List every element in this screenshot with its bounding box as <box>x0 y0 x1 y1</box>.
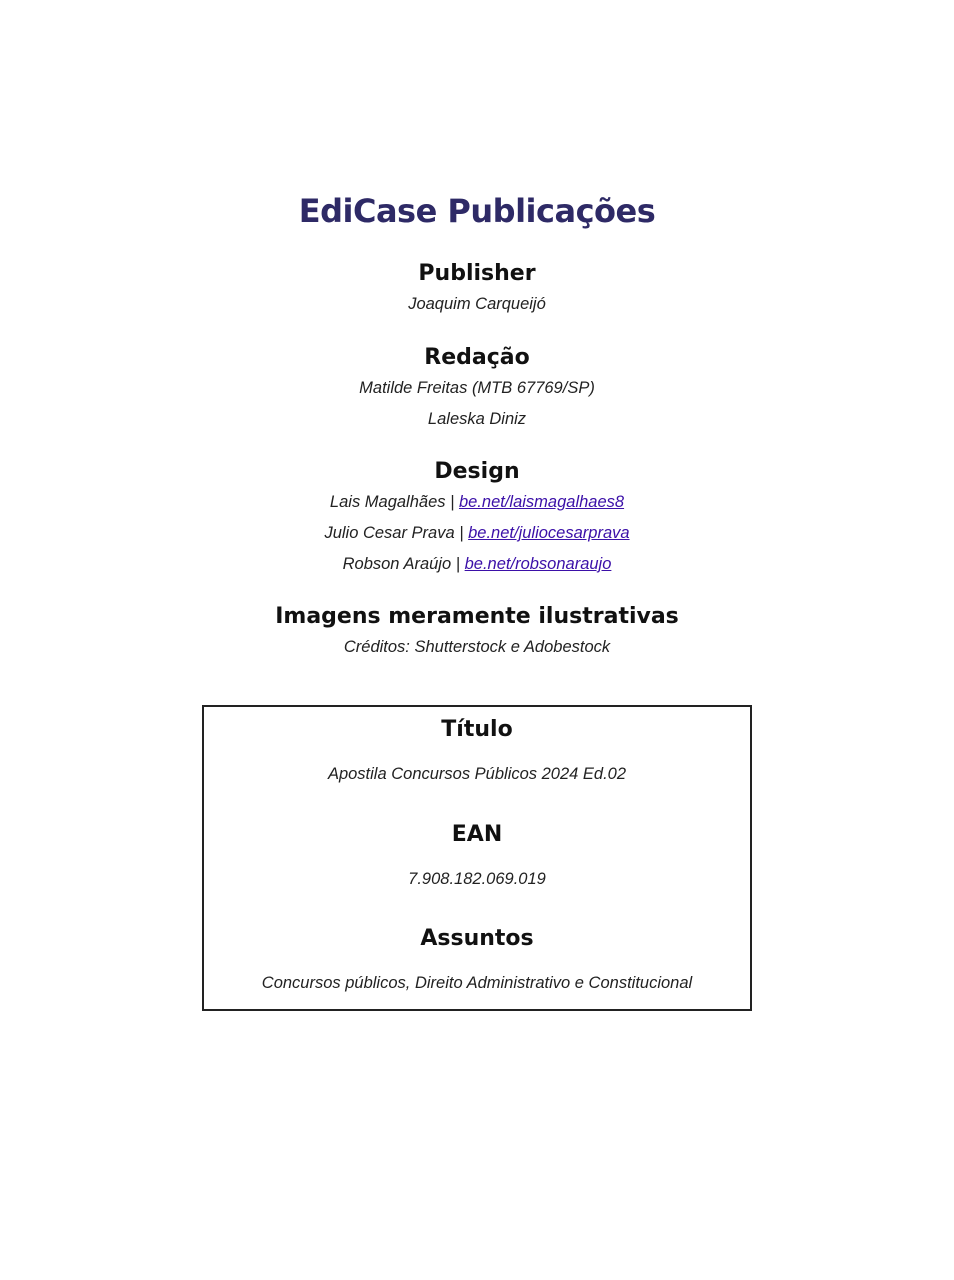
images-heading: Imagens meramente ilustrativas <box>275 604 679 629</box>
images-section <box>0 602 954 663</box>
design-section <box>0 457 954 580</box>
publisher-brand-title: EdiCase Publicações <box>298 192 656 230</box>
product-info-box <box>202 705 752 1011</box>
redacao-heading: Redação <box>424 345 530 370</box>
designer-name: Robson Araújo | <box>342 555 465 573</box>
assuntos-label: Assuntos <box>420 926 534 951</box>
designer-name: Julio Cesar Prava | <box>324 524 469 542</box>
designer-portfolio-link[interactable]: be.net/laismagalhaes8 <box>458 493 625 511</box>
ean-value: 7.908.182.069.019 <box>408 870 546 888</box>
titulo-row <box>204 715 750 785</box>
designer-portfolio-link[interactable]: be.net/juliocesarprava <box>468 524 630 542</box>
designer-name: Lais Magalhães | <box>329 493 459 511</box>
publisher-section <box>0 259 954 320</box>
publisher-heading: Publisher <box>418 261 536 286</box>
designer-portfolio-link[interactable]: be.net/robsonaraujo <box>464 555 612 573</box>
assuntos-value: Concursos públicos, Direito Administrativo e Constitucional <box>261 974 693 992</box>
design-credit <box>0 518 954 549</box>
design-heading: Design <box>434 459 520 484</box>
redacao-section <box>0 343 954 435</box>
publisher-name: Joaquim Carqueijó <box>408 295 546 313</box>
ean-row <box>204 820 750 890</box>
titulo-value: Apostila Concursos Públicos 2024 Ed.02 <box>327 765 627 783</box>
design-credit <box>0 487 954 518</box>
images-credits: Créditos: Shutterstock e Adobestock <box>343 638 611 656</box>
redacao-member: Matilde Freitas (MTB 67769/SP) <box>359 379 595 397</box>
assuntos-row <box>204 924 750 994</box>
titulo-label: Título <box>441 717 513 742</box>
redacao-member: Laleska Diniz <box>427 410 527 428</box>
ean-label: EAN <box>451 822 503 847</box>
design-credit <box>0 549 954 580</box>
